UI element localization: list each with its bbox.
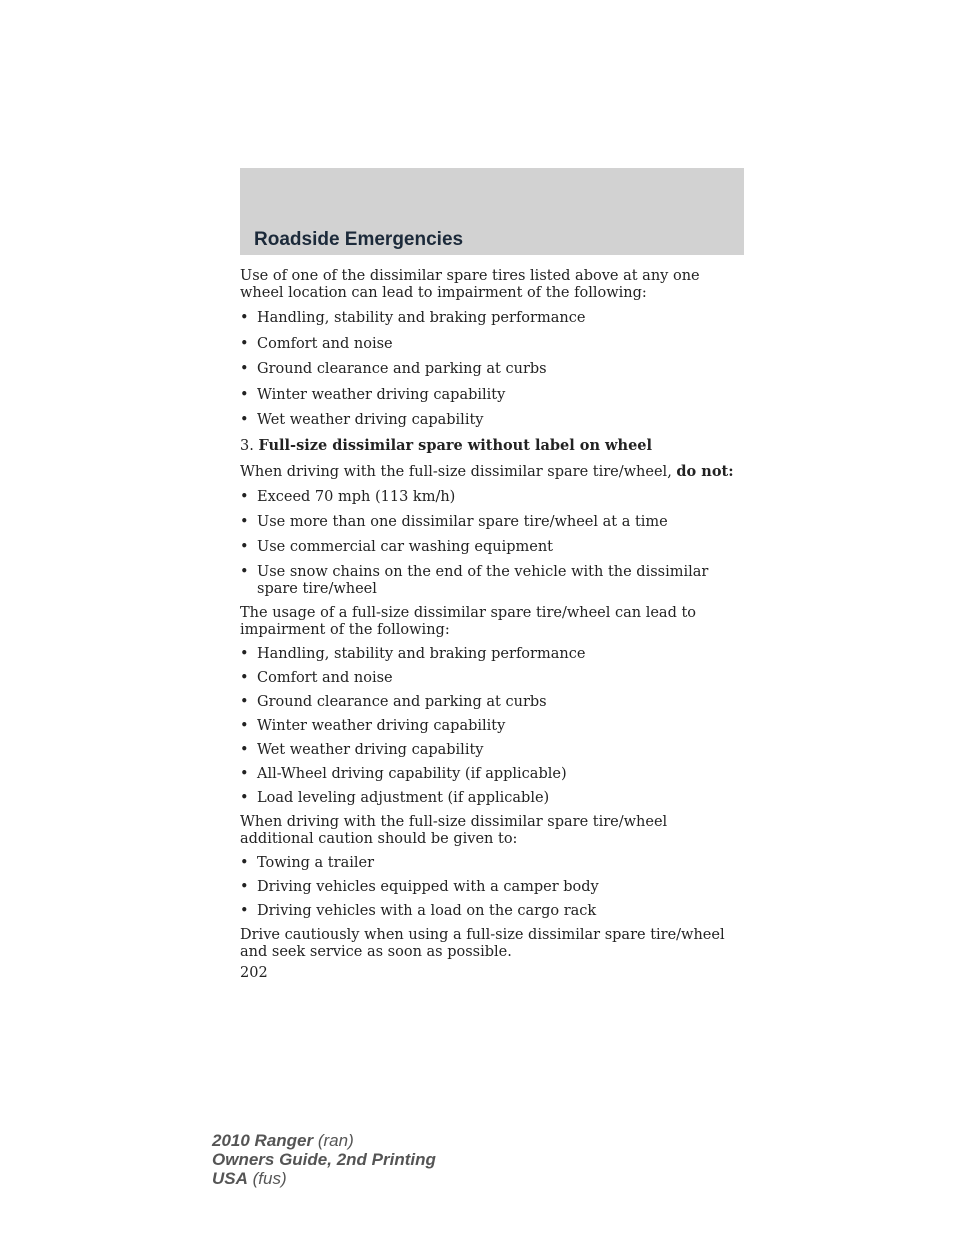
list-item-text: Ground clearance and parking at curbs <box>257 361 547 377</box>
footer-model-code: (ran) <box>317 1131 354 1150</box>
list-item <box>240 903 740 920</box>
warning-text: When driving with the full-size dissimilar spare tire/wheel, <box>240 464 672 480</box>
bullet-glyph: • <box>240 670 249 686</box>
page-number: 202 <box>240 965 268 981</box>
list-item <box>240 855 740 872</box>
impairment-list-2 <box>240 646 740 807</box>
bullet-glyph: • <box>240 903 249 919</box>
footer-model: 2010 Ranger <box>212 1131 314 1150</box>
list-item <box>240 310 740 327</box>
list-item <box>240 879 740 896</box>
list-item-text: Driving vehicles with a load on the cargo rack <box>257 903 597 919</box>
bullet-glyph: • <box>240 790 249 806</box>
list-item-text: All-Wheel driving capability (if applicable) <box>257 766 567 782</box>
caution-list <box>240 855 740 920</box>
impairment-list-1 <box>240 310 740 429</box>
list-item <box>240 539 740 556</box>
list-item-text: Towing a trailer <box>257 855 374 871</box>
page-content <box>240 268 740 982</box>
list-item <box>240 766 740 783</box>
bullet-glyph: • <box>240 564 249 580</box>
list-item <box>240 742 740 759</box>
list-item-text: Comfort and noise <box>257 670 393 686</box>
footer-market-code: (fus) <box>252 1169 287 1188</box>
bullet-glyph: • <box>240 742 249 758</box>
list-item-text: Handling, stability and braking performance <box>257 646 586 662</box>
list-item-text: Use snow chains on the end of the vehicle with the dissimilar spare tire/wheel <box>257 564 709 597</box>
section-title: Roadside Emergencies <box>254 229 464 250</box>
list-item-text: Wet weather driving capability <box>257 742 484 758</box>
footer-edition: Owners Guide, 2nd Printing <box>212 1150 436 1169</box>
document-footer <box>212 1131 436 1188</box>
warning-paragraph <box>240 463 740 481</box>
list-item <box>240 412 740 429</box>
bullet-glyph: • <box>240 310 249 326</box>
list-item <box>240 564 740 598</box>
item-number: 3. <box>240 438 254 454</box>
list-item-text: Load leveling adjustment (if applicable) <box>257 790 550 806</box>
bullet-glyph: • <box>240 335 249 352</box>
list-item <box>240 387 740 404</box>
list-item-text: Comfort and noise <box>257 335 393 352</box>
list-item <box>240 489 740 506</box>
list-item <box>240 790 740 807</box>
footer-line-1 <box>212 1131 436 1150</box>
list-item-text: Winter weather driving capability <box>257 718 506 734</box>
item-heading: Full-size dissimilar spare without label on wheel <box>258 437 653 454</box>
list-item-text: Use commercial car washing equipment <box>257 539 553 555</box>
numbered-item-3 <box>240 437 740 455</box>
list-item-text: Exceed 70 mph (113 km/h) <box>257 489 456 505</box>
section-header-band <box>240 168 744 255</box>
bullet-glyph: • <box>240 412 249 428</box>
list-item <box>240 361 740 378</box>
list-item-text: Ground clearance and parking at curbs <box>257 694 547 710</box>
bullet-glyph: • <box>240 386 249 403</box>
list-item-text: Use more than one dissimilar spare tire/wheel at a time <box>257 514 668 530</box>
bullet-glyph: • <box>240 539 249 555</box>
do-not-list <box>240 489 740 598</box>
bullet-glyph: • <box>240 489 249 505</box>
list-item <box>240 670 740 687</box>
list-item-text: Driving vehicles equipped with a camper body <box>257 879 599 895</box>
bullet-glyph: • <box>240 718 249 734</box>
intro-paragraph-2: The usage of a full-size dissimilar spare tire/wheel can lead to impairment of the following: <box>240 605 697 638</box>
list-item <box>240 336 740 353</box>
closing-paragraph: Drive cautiously when using a full-size dissimilar spare tire/wheel and seek service as soon as possible. <box>240 927 725 960</box>
bullet-glyph: • <box>240 514 249 530</box>
bullet-glyph: • <box>240 694 249 710</box>
list-item-text: Handling, stability and braking performance <box>257 310 586 326</box>
bullet-glyph: • <box>240 361 249 377</box>
intro-paragraph-1: Use of one of the dissimilar spare tires listed above at any one wheel location can lead to impairment of the following: <box>240 268 700 301</box>
bullet-glyph: • <box>240 879 249 895</box>
footer-market: USA <box>212 1169 248 1188</box>
footer-line-2 <box>212 1150 436 1169</box>
intro-paragraph-3: When driving with the full-size dissimilar spare tire/wheel additional caution should be given to: <box>240 814 668 847</box>
bullet-glyph: • <box>240 855 249 871</box>
bullet-glyph: • <box>240 766 249 782</box>
list-item-text: Wet weather driving capability <box>257 412 484 428</box>
list-item <box>240 646 740 663</box>
warning-emphasis: do not: <box>676 463 734 480</box>
list-item-text: Winter weather driving capability <box>257 386 506 403</box>
list-item <box>240 718 740 735</box>
footer-line-3 <box>212 1169 436 1188</box>
list-item <box>240 514 740 531</box>
list-item <box>240 694 740 711</box>
bullet-glyph: • <box>240 646 249 662</box>
